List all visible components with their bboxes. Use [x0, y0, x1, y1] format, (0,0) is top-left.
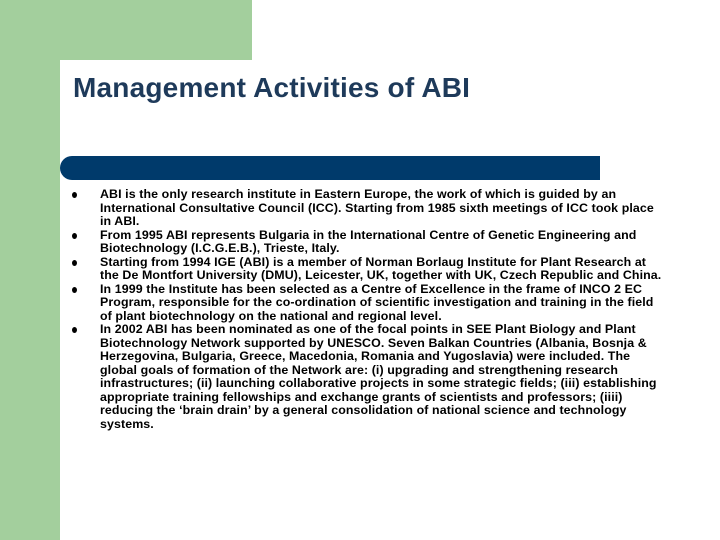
bullet-item [72, 256, 662, 283]
bullet-text: In 1999 the Institute has been selected as a Centre of Excellence in the frame of INCO 2 EC Program, responsible for the co-ordination of scientific investigation and training in the field of plant biotechnology on the national and regional level. [100, 281, 654, 323]
bullet-dot-icon [72, 192, 77, 198]
bullet-list [72, 188, 662, 431]
bullet-item [72, 283, 662, 324]
bullet-text: In 2002 ABI has been nominated as one of the focal points in SEE Plant Biology and Plant Biotechnology Network supported by UNESCO. Seven Balkan Countries (Albania, Bosnja & Herzegovina, Bulgaria, Greece, Macedonia, Romania and Yugoslavia) were included. The global goals of formation of the Network are: (i) upgrading and strengthening research infrastructures; (ii) launching collaborative projects in some strategic fields; (iii) establishing appropriate training fellowships and exchange grants of scientists and professors; (iiii) reducing the ‘brain drain’ by a general consolidation of national science and technology systems. [100, 322, 657, 431]
bullet-text: ABI is the only research institute in Eastern Europe, the work of which is guided by an International Consultative Council (ICC). Starting from 1985 sixth meetings of ICC took place in ABI. [100, 187, 654, 228]
title-divider-bar [60, 156, 600, 180]
side-accent-bar [0, 0, 60, 540]
bullet-dot-icon [72, 260, 77, 266]
slide-title: Management Activities of ABI [73, 72, 471, 103]
top-accent-block [0, 0, 252, 60]
bullet-item [72, 323, 662, 431]
bullet-item [72, 188, 662, 229]
bullet-text: Starting from 1994 IGE (ABI) is a member of Norman Borlaug Institute for Plant Research at the De Montfort University (DMU), Leicester, UK, together with UK, Czech Republic and China. [100, 254, 662, 282]
bullet-dot-icon [72, 327, 77, 333]
bullet-item [72, 229, 662, 256]
bullet-text: From 1995 ABI represents Bulgaria in the International Centre of Genetic Engineering and Biotechnology (I.C.G.E.B.), Trieste, Italy. [100, 227, 637, 255]
bullet-dot-icon [72, 233, 77, 239]
bullet-dot-icon [72, 287, 77, 293]
